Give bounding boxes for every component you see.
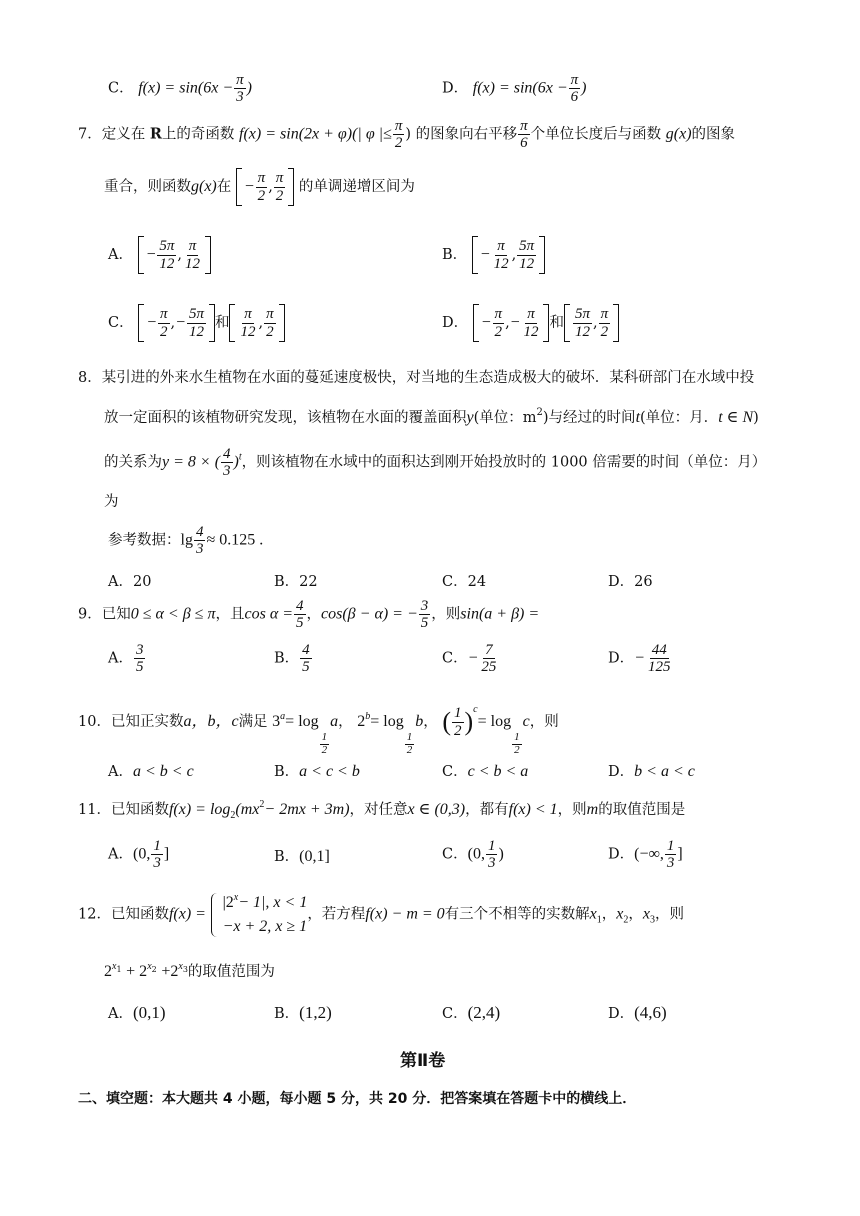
q8-option-c: C．24 — [442, 574, 487, 590]
q7-option-a: A． − $\frac{5\pi}{12}$ , $\frac{\pi}{12}$ — [108, 236, 211, 274]
q7-option-b: B． − $\frac{\pi}{12}$ , $\frac{5\pi}{12}$ — [442, 236, 545, 274]
q8-option-a: A．20 — [108, 574, 152, 590]
q9-option-c: C．− $\frac{7}{25}$ — [442, 642, 497, 676]
q12-option-a: A．(0,1) — [108, 1003, 166, 1022]
q8-stem-line4: 为 — [104, 494, 119, 510]
q6-option-c: C． f(x) = sin(6x − $\frac{\pi}{3}$ ) — [108, 72, 252, 106]
q7-stem-line1: 7．定义在 R上的奇函数 f(x) = sin(2x + φ)(| φ |≤ $\frac{\pi}{2}$ ) 的图象向右平移 $\frac{\pi}{6}$ 个单位长度后与函数 g(x)的图象 — [78, 118, 736, 152]
q7-option-c: C． − $\frac{\pi}{2}$ ,− $\frac{5\pi}{12}$ 和 $\frac{\pi}{12}$ , $\frac{\pi}{2}$ — [108, 304, 285, 342]
q11-option-a: A．(0, $\frac{1}{3}$ ] — [108, 838, 170, 872]
q9-option-b: B． $\frac{4}{5}$ — [274, 642, 310, 676]
q8-reference-data: 参考数据：lg $\frac{4}{3}$ ≈ 0.125 . — [108, 524, 264, 558]
q8-stem-line2: 放一定面积的该植物研究发现，该植物在水面的覆盖面积y(单位：$m^2$)与经过的时间t(单位：月．t ∈ N) — [104, 407, 759, 426]
q8-stem-line1: 8．某引进的外来水生植物在水面的蔓延速度极快，对当地的生态造成极大的破坏．某科研部门在水域中投 — [78, 370, 755, 386]
q8-stem-line3: 的关系为y = 8 × ( $\frac{4}{3}$ )$^t$，则该植物在水域中的面积达到刚开始投放时的 1000 倍需要的时间（单位：月） — [104, 446, 767, 480]
section-fill-in-heading: 二、填空题：本大题共 4 小题，每小题 5 分，共 20 分．把答案填在答题卡中的横线上． — [78, 1091, 637, 1107]
q10-stem: 10．已知正实数a，b，c满足 $3^a= \log$ $\frac{1}{2}$ a， $2^b= \log$ $\frac{1}{2}$ b， ( $\frac{1}{2}$ )$^c$= log $\frac{1}{2}$ c，则 — [78, 704, 559, 756]
q8-option-d: D．26 — [608, 574, 653, 590]
q12-option-d: D．(4,6) — [608, 1003, 667, 1022]
q6-option-d: D． f(x) = sin(6x − $\frac{\pi}{6}$ ) — [442, 72, 587, 106]
q9-option-a: A． $\frac{3}{5}$ — [108, 642, 144, 676]
q11-option-c: C．(0, $\frac{1}{3}$ ) — [442, 838, 504, 872]
q12-option-b: B．(1,2) — [274, 1003, 332, 1022]
q8-option-b: B．22 — [274, 574, 318, 590]
part-2-title: 第Ⅱ卷 — [400, 1051, 446, 1071]
q10-option-b: B．a < c < b — [274, 763, 360, 780]
q9-stem: 9．已知0 ≤ α < β ≤ π，且cos α = $\frac{4}{5}$ ，cos(β − α) = − $\frac{3}{5}$ ，则sin(a + β) = — [78, 598, 540, 632]
q9-option-d: D．− $\frac{44}{125}$ — [608, 642, 671, 676]
q7-stem-line2: 重合，则函数g(x)在 − $\frac{\pi}{2}$ , $\frac{\pi}{2}$ 的单调递增区间为 — [104, 168, 415, 206]
q10-option-d: D．b < a < c — [608, 763, 695, 780]
q11-option-d: D．(−∞, $\frac{1}{3}$ ] — [608, 838, 683, 872]
q12-option-c: C．(2,4) — [442, 1003, 501, 1022]
q10-option-c: C．c < b < a — [442, 763, 529, 780]
q11-option-b: B．(0,1] — [274, 848, 330, 865]
q11-stem: 11．已知函数$f(x) = \log_2(mx^2- 2mx + 3m)$，对任意x ∈ (0,3)，都有f(x) < 1，则m的取值范围是 — [78, 799, 686, 821]
q12-stem-line1: 12．已知函数f(x) = $|2^x- 1|$, x < 1 −x + 2, x ≥ 1 ，若方程f(x) − m = 0有三个不相等的实数解$x_1$，$x_2$，$x_3$，则 — [78, 892, 684, 935]
q10-option-a: A．a < b < c — [108, 763, 194, 780]
q12-stem-line2: $2^{x1} + 2^{x2} +2^{x3}$的取值范围为 — [104, 961, 275, 980]
q7-option-d: D． − $\frac{\pi}{2}$ ,− $\frac{\pi}{12}$ 和 $\frac{5\pi}{12}$ , $\frac{\pi}{2}$ — [442, 304, 619, 342]
